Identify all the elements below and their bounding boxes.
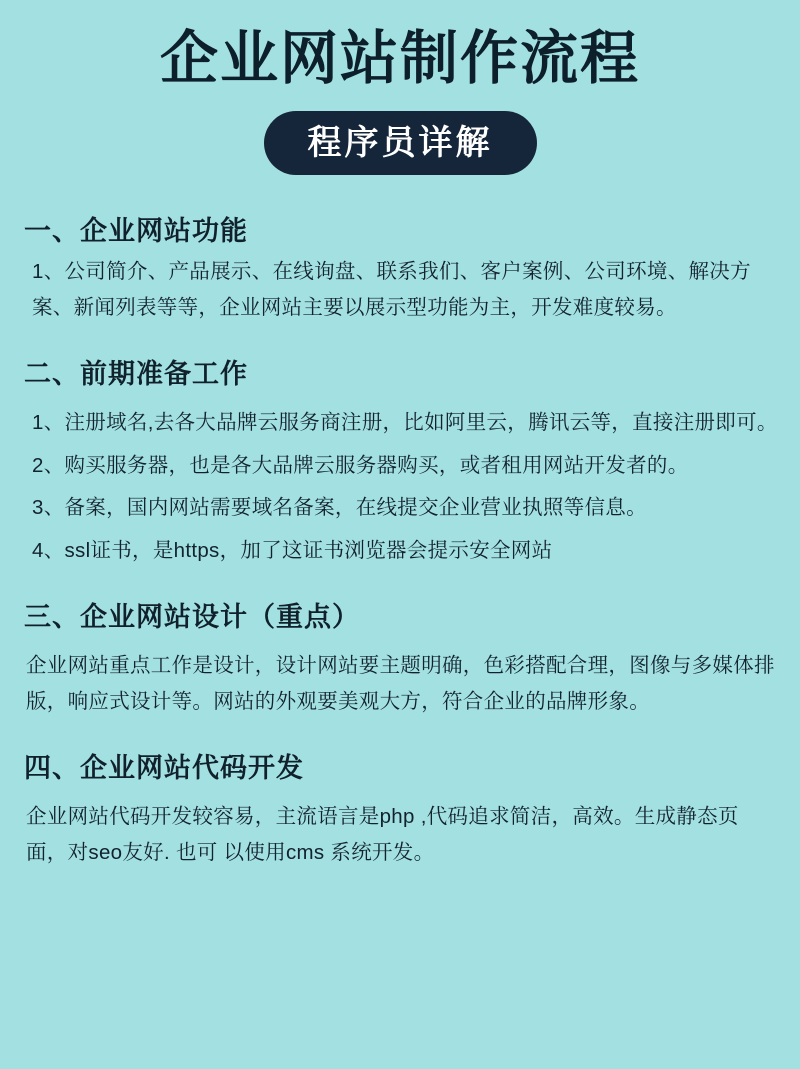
section-3 — [22, 595, 778, 720]
section-1-heading: 一、企业网站功能 — [24, 216, 248, 247]
subtitle-badge: 程序员详解 — [264, 111, 537, 176]
section-1-paragraph-1: 1、公司简介、产品展示、在线询盘、联系我们、客户案例、公司环境、解决方案、新闻列表等等，企业网站主要以展示型功能为主，开发难度较易。 — [32, 260, 751, 320]
subtitle-badge-container — [22, 111, 778, 176]
section-4 — [22, 746, 778, 871]
section-3-heading: 三、企业网站设计（重点） — [24, 602, 360, 633]
section-3-paragraph-1: 企业网站重点工作是设计，设计网站要主题明确，色彩搭配合理，图像与多媒体排版，响应式设计等。网站的外观要美观大方，符合企业的品牌形象。 — [26, 654, 775, 714]
section-2-item-2: 2、购买服务器，也是各大品牌云服务器购买，或者租用网站开发者的。 — [32, 453, 689, 477]
section-2-item-1: 1、注册域名,去各大品牌云服务商注册，比如阿里云，腾讯云等，直接注册即可。 — [32, 411, 778, 435]
section-2-item-3: 3、备案，国内网站需要域名备案，在线提交企业营业执照等信息。 — [32, 496, 647, 520]
section-2 — [22, 352, 778, 569]
section-1 — [22, 209, 778, 326]
section-4-heading: 四、企业网站代码开发 — [24, 752, 304, 783]
page-title: 企业网站制作流程 — [159, 26, 640, 91]
section-2-item-4: 4、ssl证书，是https，加了这证书浏览器会提示安全网站 — [32, 538, 553, 562]
section-2-heading: 二、前期准备工作 — [24, 359, 248, 390]
section-4-paragraph-1: 企业网站代码开发较容易，主流语言是php ,代码追求简洁，高效。生成静态页面，对seo友好. 也可 以使用cms 系统开发。 — [26, 804, 739, 864]
